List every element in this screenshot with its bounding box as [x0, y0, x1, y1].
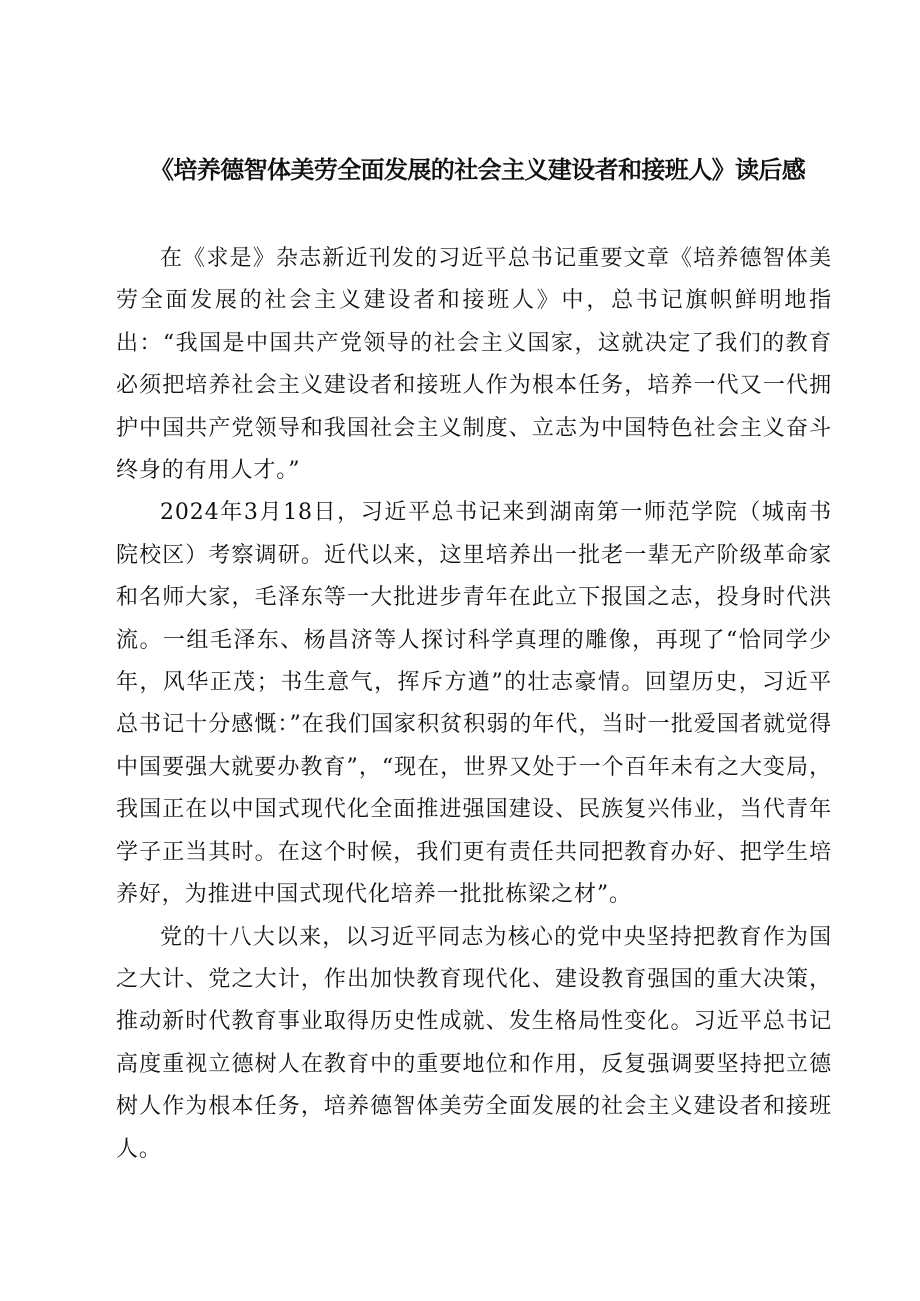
- document-title: 《培养德智体美劳全面发展的社会主义建设者和接班人》读后感: [150, 156, 806, 184]
- document-body: [116, 238, 832, 1171]
- paragraph-3: 党的十八大以来，以习近平同志为核心的党中央坚持把教育作为国之大计、党之大计，作出加快教育现代化、建设教育强国的重大决策，推动新时代教育事业取得历史性成就、发生格局性变化。习近平总书记高度重视立德树人在教育中的重要地位和作用，反复强调要坚持把立德树人作为根本任务，培养德智体美劳全面发展的社会主义建设者和接班人。: [116, 924, 832, 1162]
- paragraph-2: 2024年3月18日，习近平总书记来到湖南第一师范学院（城南书院校区）考察调研。近代以来，这里培养出一批老一辈无产阶级革命家和名师大家，毛泽东等一大批进步青年在此立下报国之志，投身时代洪流。一组毛泽东、杨昌济等人探讨科学真理的雕像，再现了“恰同学少年，风华正茂；书生意气，挥斥方遒”的壮志豪情。回望历史，习近平总书记十分感慨：”在我们国家积贫积弱的年代，当时一批爱国者就觉得中国要强大就要办教育”，“现在，世界又处于一个百年未有之大变局，我国正在以中国式现代化全面推进强国建设、民族复兴伟业，当代青年学子正当其时。在这个时候，我们更有责任共同把教育办好、把学生培养好，为推进中国式现代化培养一批批栋梁之材”。: [116, 500, 832, 908]
- paragraph-1: 在《求是》杂志新近刊发的习近平总书记重要文章《培养德智体美劳全面发展的社会主义建设者和接班人》中，总书记旗帜鲜明地指出：“我国是中国共产党领导的社会主义国家，这就决定了我们的教育必须把培养社会主义建设者和接班人作为根本任务，培养一代又一代拥护中国共产党领导和我国社会主义制度、立志为中国特色社会主义奋斗终身的有用人才。”: [116, 246, 832, 484]
